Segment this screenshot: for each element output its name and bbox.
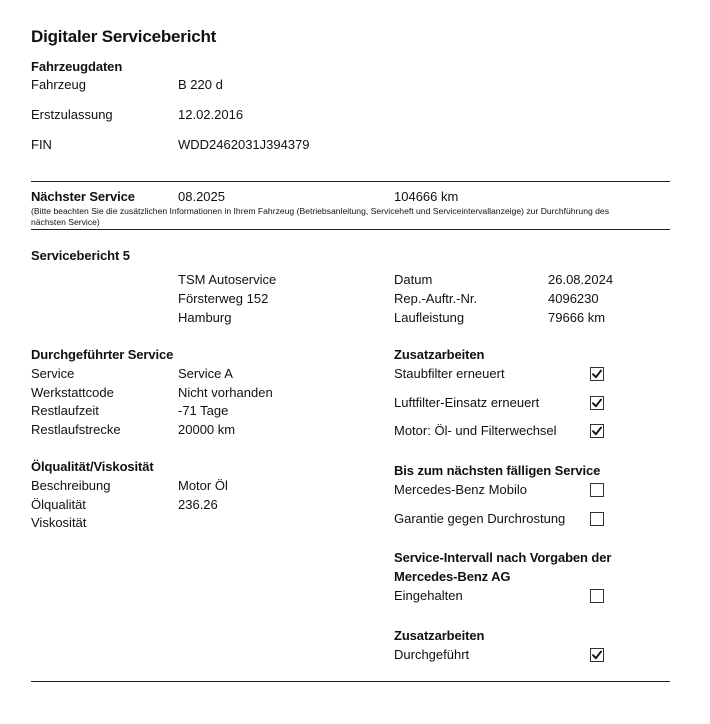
workshop-name: TSM Autoservice bbox=[178, 272, 277, 287]
oil-change-checkbox[interactable] bbox=[590, 424, 604, 438]
performed-label-service: Service bbox=[31, 366, 75, 381]
workshop-city: Hamburg bbox=[178, 310, 232, 325]
checkmark-icon bbox=[592, 426, 602, 436]
mobilo-checkbox[interactable] bbox=[590, 483, 604, 497]
oil-label-viscosity: Viskosität bbox=[31, 515, 87, 530]
vehicle-label-model: Fahrzeug bbox=[31, 77, 86, 92]
dust-filter-checkbox[interactable] bbox=[590, 367, 604, 381]
next-service-km: 104666 km bbox=[394, 189, 459, 204]
next-service-date: 08.2025 bbox=[178, 189, 225, 204]
extras-label-air-filter: Luftfilter-Einsatz erneuert bbox=[394, 395, 540, 410]
performed-label-code: Werkstattcode bbox=[31, 385, 114, 400]
interval-heading-line1: Service-Intervall nach Vorgaben der bbox=[394, 550, 612, 565]
vehicle-label-registration: Erstzulassung bbox=[31, 107, 113, 122]
checkmark-icon bbox=[592, 398, 602, 408]
report-label-date: Datum bbox=[394, 272, 433, 287]
oil-value-quality: 236.26 bbox=[178, 497, 218, 512]
report-value-order: 4096230 bbox=[548, 291, 599, 306]
interval-heading-line2: Mercedes-Benz AG bbox=[394, 569, 511, 584]
interval-label-complied: Eingehalten bbox=[394, 588, 463, 603]
report-value-mileage: 79666 km bbox=[548, 310, 606, 325]
done-checkbox[interactable] bbox=[590, 648, 604, 662]
next-service-note: (Bitte beachten Sie die zusätzlichen Informationen in Ihrem Fahrzeug (Betriebsanleitung, Serviceheft und Serviceintervallanzeige) zur Durchführung des nächsten Service) bbox=[31, 206, 610, 227]
extras-label-oil-change: Motor: Öl- und Filterwechsel bbox=[394, 423, 557, 438]
report-label-mileage: Laufleistung bbox=[394, 310, 465, 325]
extras2-label-done: Durchgeführt bbox=[394, 647, 470, 662]
extras-label-dust-filter: Staubfilter erneuert bbox=[394, 366, 505, 381]
vehicle-value-model: B 220 d bbox=[178, 77, 223, 92]
performed-value-service: Service A bbox=[178, 366, 233, 381]
until-next-label-mobilo: Mercedes-Benz Mobilo bbox=[394, 482, 527, 497]
performed-heading: Durchgeführter Service bbox=[31, 347, 174, 362]
oil-value-description: Motor Öl bbox=[178, 478, 228, 493]
next-service-label: Nächster Service bbox=[31, 189, 135, 204]
rust-warranty-checkbox[interactable] bbox=[590, 512, 604, 526]
performed-label-remaining-distance: Restlaufstrecke bbox=[31, 422, 121, 437]
divider bbox=[31, 681, 670, 682]
checkmark-icon bbox=[592, 650, 602, 660]
extras2-heading: Zusatzarbeiten bbox=[394, 628, 485, 643]
divider bbox=[31, 181, 670, 182]
divider bbox=[31, 229, 670, 230]
report-heading: Servicebericht 5 bbox=[31, 248, 130, 263]
vehicle-heading: Fahrzeugdaten bbox=[31, 59, 123, 74]
interval-complied-checkbox[interactable] bbox=[590, 589, 604, 603]
air-filter-checkbox[interactable] bbox=[590, 396, 604, 410]
report-label-order: Rep.-Auftr.-Nr. bbox=[394, 291, 478, 306]
workshop-street: Försterweg 152 bbox=[178, 291, 269, 306]
until-next-label-rust: Garantie gegen Durchrostung bbox=[394, 511, 566, 526]
until-next-heading: Bis zum nächsten fälligen Service bbox=[394, 463, 601, 478]
report-value-date: 26.08.2024 bbox=[548, 272, 614, 287]
page-title: Digitaler Servicebericht bbox=[31, 27, 217, 46]
oil-label-description: Beschreibung bbox=[31, 478, 111, 493]
performed-value-code: Nicht vorhanden bbox=[178, 385, 273, 400]
oil-label-quality: Ölqualität bbox=[31, 497, 86, 512]
checkmark-icon bbox=[592, 369, 602, 379]
vehicle-value-vin: WDD2462031J394379 bbox=[178, 137, 310, 152]
performed-value-remaining-distance: 20000 km bbox=[178, 422, 236, 437]
vehicle-label-vin: FIN bbox=[31, 137, 52, 152]
oil-heading: Ölqualität/Viskosität bbox=[31, 459, 154, 474]
extras-heading: Zusatzarbeiten bbox=[394, 347, 485, 362]
performed-label-remaining-time: Restlaufzeit bbox=[31, 403, 99, 418]
performed-value-remaining-time: -71 Tage bbox=[178, 403, 229, 418]
vehicle-value-registration: 12.02.2016 bbox=[178, 107, 244, 122]
